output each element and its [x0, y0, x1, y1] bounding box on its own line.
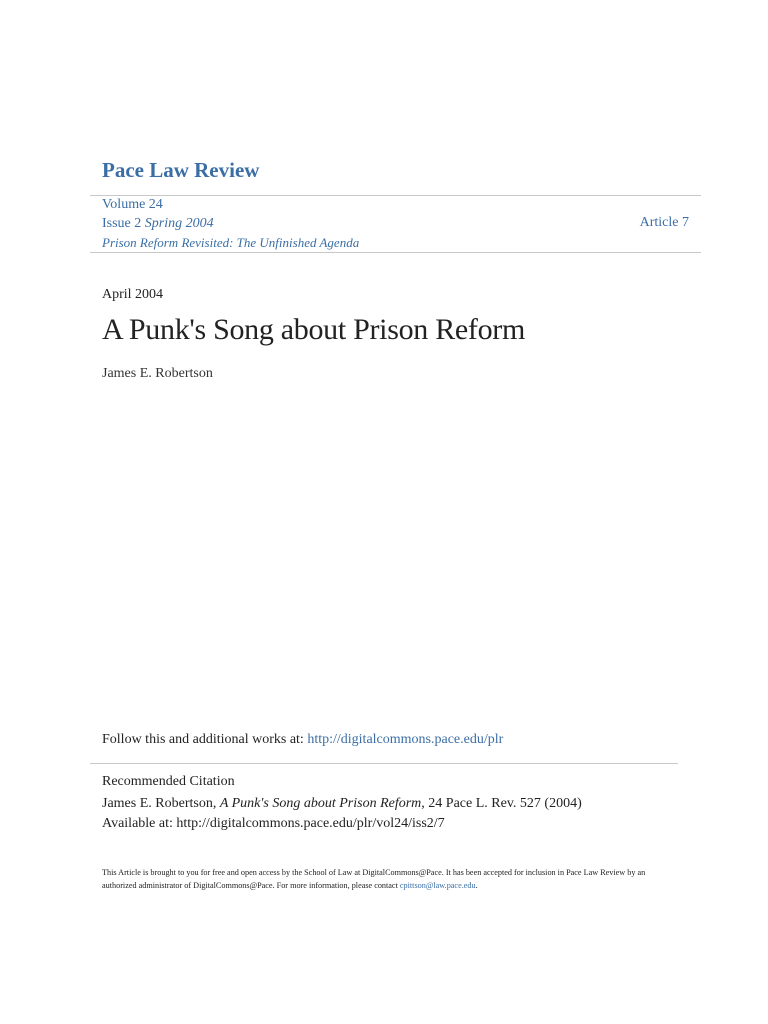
header-top-divider [90, 195, 701, 196]
citation-author: James E. Robertson, [102, 796, 217, 811]
access-notice [102, 866, 672, 892]
notice-end: . [475, 881, 478, 890]
available-at-line [102, 816, 445, 832]
header-bottom-divider [90, 252, 701, 253]
follow-link[interactable]: http://digitalcommons.pace.edu/plr [307, 732, 504, 747]
issue-label: Issue 2 [102, 216, 142, 231]
issue-link[interactable] [102, 216, 214, 232]
citation-source: , 24 Pace L. Rev. 527 (2004) [421, 796, 582, 811]
available-url: http://digitalcommons.pace.edu/plr/vol24/iss2/7 [176, 816, 445, 831]
notice-text: This Article is brought to you for free and open access by the School of Law at DigitalCommons@Pace. It has been accepted for inclusion in Pace Law Review by an authorized administrator of DigitalCommons@Pace. For more information, please contact [102, 868, 646, 890]
publication-date: April 2004 [102, 287, 164, 302]
journal-title-link[interactable]: Pace Law Review [102, 158, 260, 182]
special-issue-link[interactable]: Prison Reform Revisited: The Unfinished Agenda [102, 235, 360, 250]
contact-email-link[interactable]: cpittson@law.pace.edu [399, 881, 476, 890]
follow-line [102, 732, 503, 748]
follow-text: Follow this and additional works at: [102, 732, 304, 747]
article-title: A Punk's Song about Prison Reform [102, 313, 526, 346]
recommended-citation-heading: Recommended Citation [102, 774, 235, 789]
article-author: James E. Robertson [102, 366, 213, 381]
issue-season: Spring 2004 [144, 216, 214, 231]
citation-divider [90, 763, 678, 764]
citation-title: A Punk's Song about Prison Reform [219, 796, 422, 811]
volume-link[interactable]: Volume 24 [102, 197, 163, 212]
available-label: Available at: [102, 816, 173, 831]
article-number-link[interactable]: Article 7 [639, 215, 689, 230]
citation-text [102, 796, 582, 812]
